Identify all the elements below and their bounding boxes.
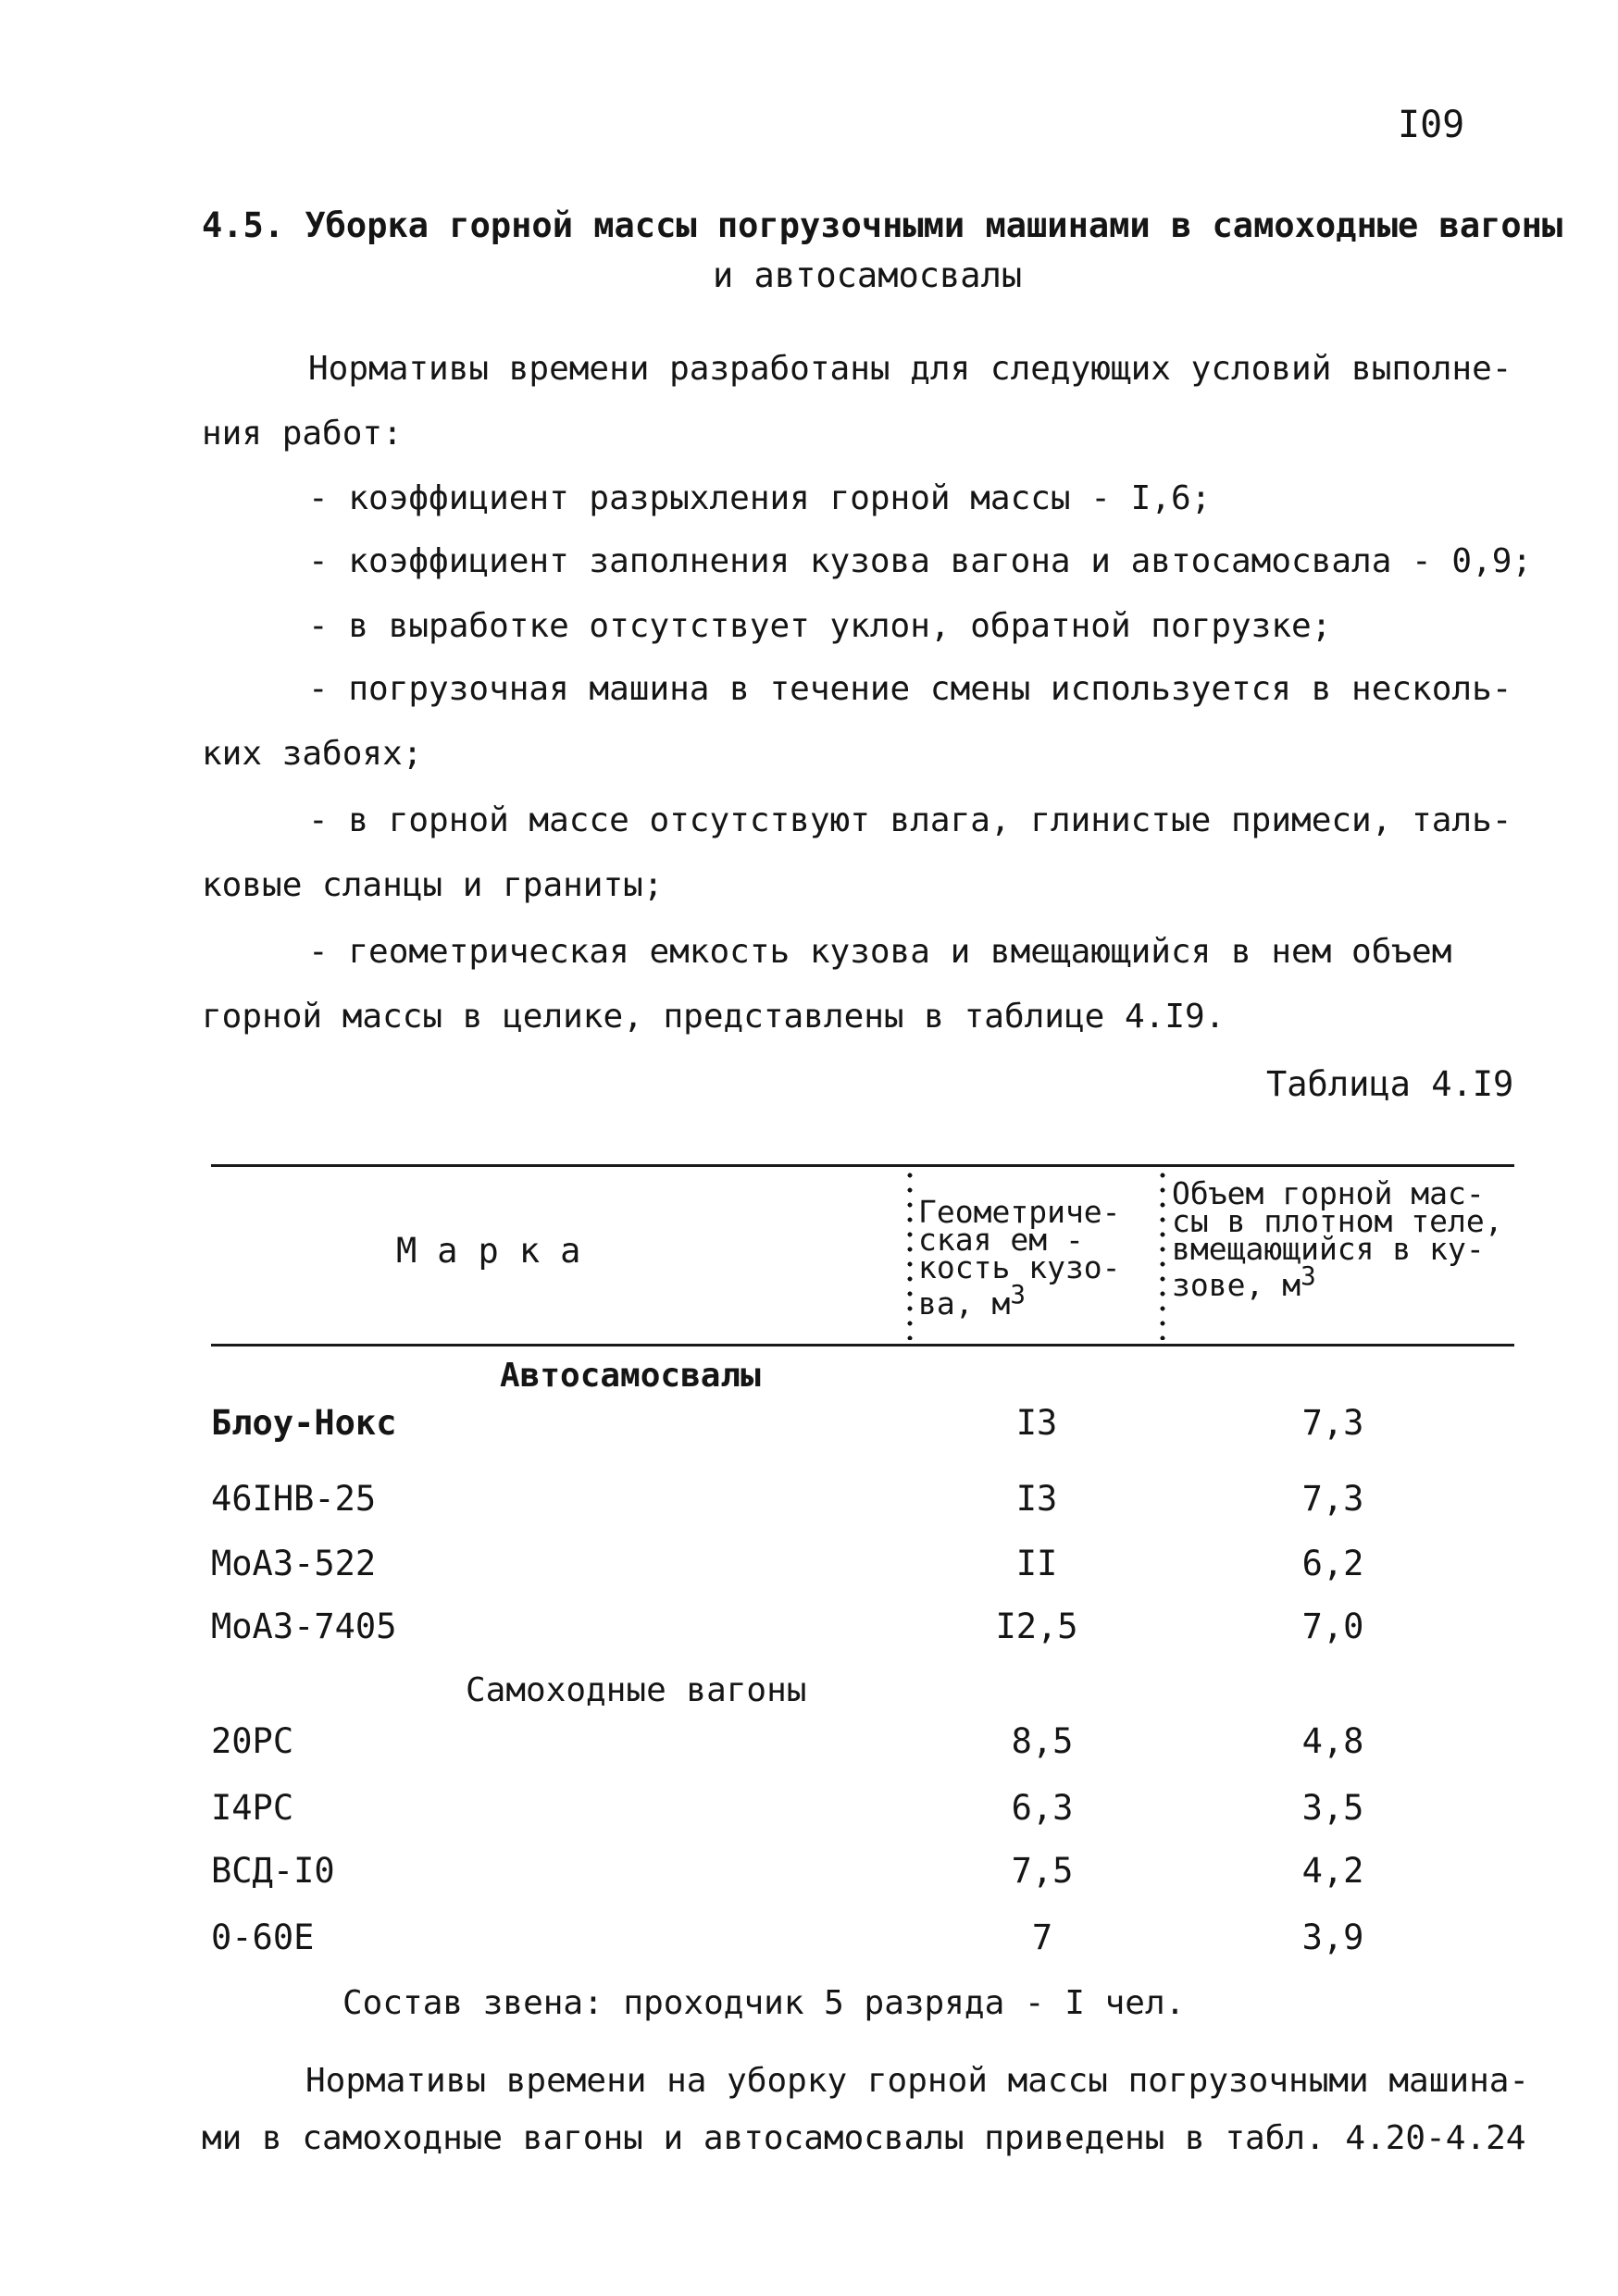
table-row-brand: 0-60Е [211, 1917, 315, 1957]
header-capacity-l2: ская ем - [918, 1222, 1084, 1258]
intro-line-2: ния работ: [202, 415, 403, 453]
header-volume-l1: Объем горной мас- [1172, 1175, 1485, 1211]
footer-note-line-1: Нормативы времени на уборку горной массы погрузочными машина- [305, 2062, 1530, 2100]
table-row-volume: 3,5 [1301, 1788, 1364, 1828]
header-volume-l4: зове, $м^3$ [1172, 1261, 1316, 1303]
table-row-brand: МоАЗ-7405 [211, 1607, 397, 1646]
table-row-capacity: I2,5 [995, 1607, 1078, 1646]
table-row-volume: 7,0 [1301, 1607, 1364, 1646]
table-row-capacity: II [1015, 1544, 1058, 1583]
condition-filling: - коэффициент заполнения кузова вагона и автосамосвала - 0,9; [308, 542, 1533, 580]
column-divider-1 [907, 1168, 913, 1340]
section-heading: 4.5. Уборка горной массы погрузочными машинами в самоходные вагоны [202, 205, 1563, 245]
table-row-capacity: 7,5 [1011, 1851, 1074, 1891]
table-row-volume: 4,8 [1301, 1721, 1364, 1761]
section-heading-continuation: и автосамосвалы [713, 255, 1023, 295]
condition-rock-content: - в горной массе отсутствуют влага, глинистые примеси, таль- [308, 801, 1512, 839]
condition-multiple-faces: - погрузочная машина в течение смены используется в несколь- [308, 670, 1512, 708]
intro-line-1: Нормативы времени разработаны для следующих условий выполне- [308, 350, 1512, 388]
header-volume-unit-exponent: 3 [1301, 1261, 1316, 1291]
condition-slope: - в выработке отсутствует уклон, обратной погрузке; [308, 607, 1332, 645]
table-row-brand: 46IНВ-25 [211, 1479, 377, 1519]
table-row-brand: I4РС [211, 1788, 294, 1828]
condition-rock-content-cont: ковые сланцы и граниты; [202, 866, 664, 904]
header-volume-l2: сы в плотном теле, [1172, 1203, 1503, 1239]
table-header-rule [211, 1344, 1514, 1347]
section-title-dump-trucks: Автосамосвалы [500, 1357, 761, 1395]
header-capacity-l1: Геометриче- [918, 1194, 1121, 1230]
header-capacity-unit-exponent: 3 [1010, 1280, 1026, 1309]
header-capacity-l3: кость кузо- [918, 1249, 1121, 1285]
table-row-brand: МоАЗ-522 [211, 1544, 377, 1583]
table-row-volume: 6,2 [1301, 1544, 1364, 1583]
header-brand: Марка [396, 1231, 602, 1271]
condition-capacity-cont: горной массы в целике, представлены в таблице 4.I9. [202, 998, 1226, 1036]
condition-multiple-faces-cont: ких забоях; [202, 735, 423, 773]
table-row-volume: 3,9 [1301, 1917, 1364, 1957]
table-top-rule [211, 1164, 1514, 1167]
header-volume-l3: вмещающийся в ку- [1172, 1231, 1485, 1267]
condition-loosening: - коэффициент разрыхления горной массы - I,6; [308, 479, 1212, 517]
table-row-capacity: I3 [1015, 1403, 1058, 1443]
table-row-capacity: 7 [1031, 1917, 1053, 1957]
crew-composition: Состав звена: проходчик 5 разряда - I чел. [342, 1984, 1186, 2022]
table-row-brand: Блоу-Нокс [211, 1403, 397, 1443]
table-caption: Таблица 4.I9 [1266, 1064, 1514, 1104]
table-row-brand: 20РС [211, 1721, 294, 1761]
table-row-volume: 7,3 [1301, 1479, 1364, 1519]
footer-note-line-2: ми в самоходные вагоны и автосамосвалы приведены в табл. 4.20-4.24 [202, 2119, 1526, 2157]
section-title-self-propelled-wagons: Самоходные вагоны [466, 1671, 807, 1709]
column-divider-2 [1160, 1168, 1165, 1340]
table-row-capacity: 8,5 [1011, 1721, 1074, 1761]
table-row-brand: ВСД-I0 [211, 1851, 335, 1891]
table-row-volume: 4,2 [1301, 1851, 1364, 1891]
table-row-capacity: 6,3 [1011, 1788, 1074, 1828]
table-row-volume: 7,3 [1301, 1403, 1364, 1443]
table-row-capacity: I3 [1015, 1479, 1058, 1519]
condition-capacity: - геометрическая емкость кузова и вмещающийся в нем объем [308, 933, 1452, 971]
page-number: I09 [1398, 104, 1465, 146]
header-capacity-l4: ва, $м^3$ [918, 1280, 1026, 1322]
